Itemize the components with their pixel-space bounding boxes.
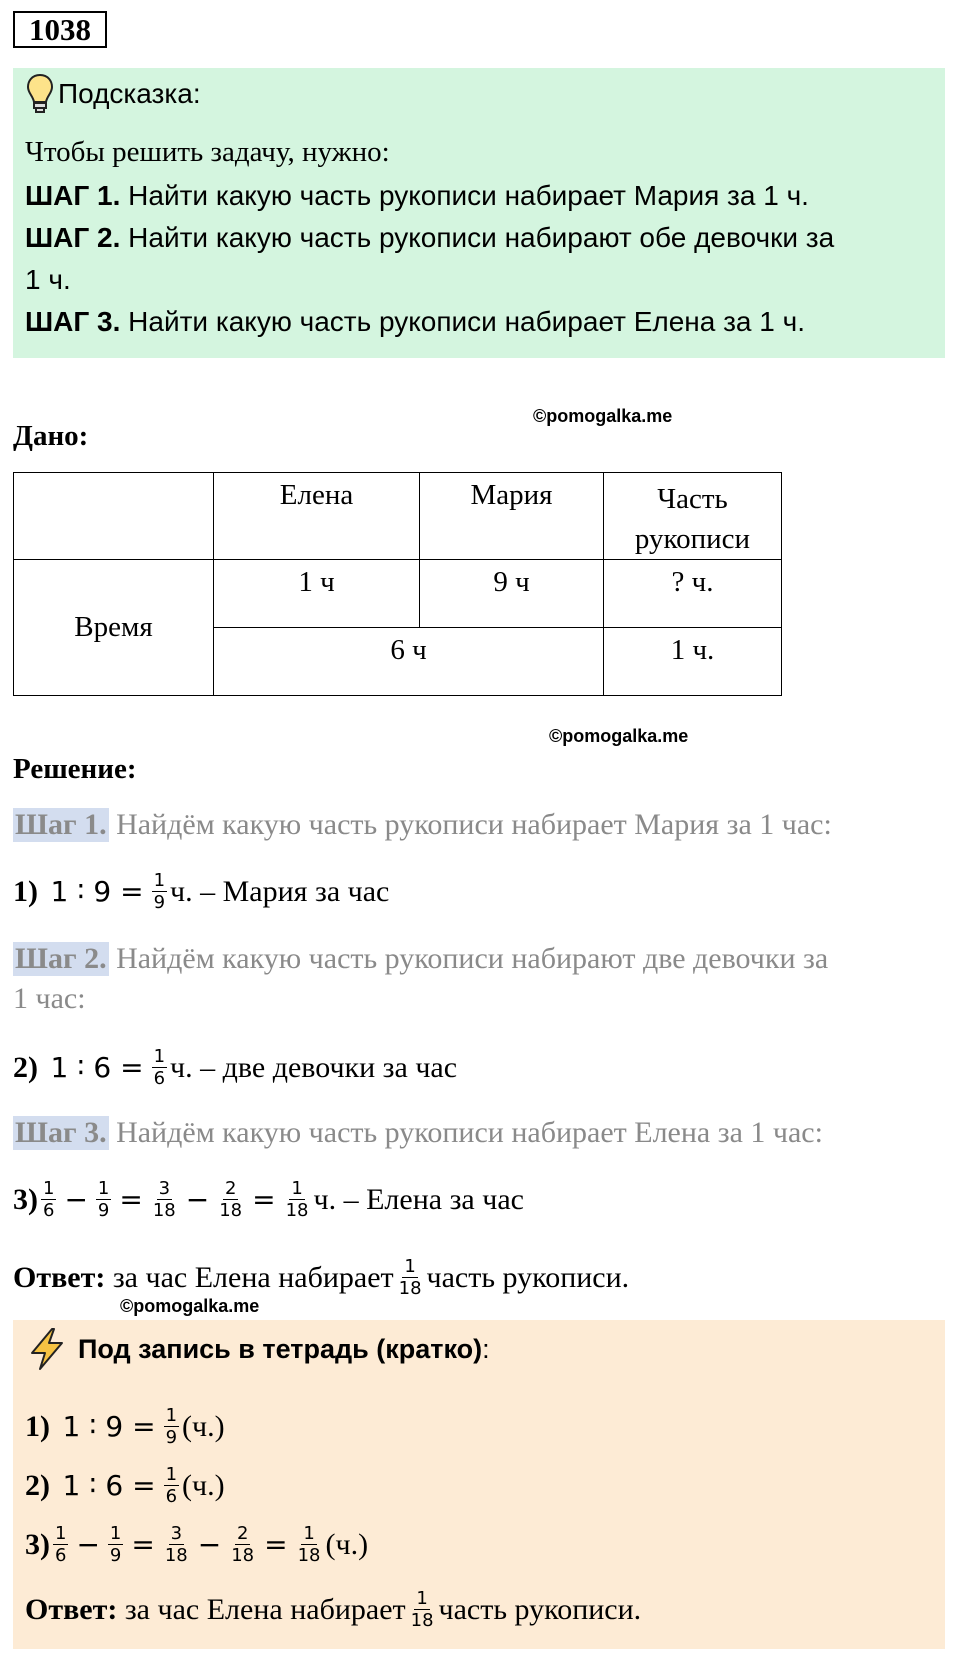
notebook-line-1: 1) 1 ∶ 9 = $\frac{1}{9}$ (ч.) (25, 1405, 225, 1448)
header-elena: Елена (214, 473, 420, 560)
cell-part-2: 1 ч. (604, 628, 782, 696)
header-part (604, 473, 782, 560)
fraction: $\frac{3}{18}$ (152, 1178, 176, 1221)
hint-intro: Чтобы решить задачу, нужно: (25, 136, 390, 168)
fraction: $\frac{1}{6}$ (55, 1523, 67, 1566)
calc-1: 1) 1 ∶ 9 = $\frac{1}{9}$ ч. – Мария за час (13, 870, 390, 913)
watermark: ©pomogalka.me (120, 1296, 260, 1316)
table-corner (14, 473, 214, 560)
fraction: $\frac{1}{9}$ (165, 1405, 178, 1448)
fraction: $\frac{2}{18}$ (219, 1178, 243, 1221)
row-label-time: Время (14, 560, 214, 696)
fraction: $\frac{1}{9}$ (109, 1523, 122, 1566)
hint-step-2-cont: 1 ч. (25, 264, 71, 295)
watermark: ©pomogalka.me (549, 726, 689, 746)
problem-number: 1038 (13, 11, 107, 48)
cell-together-time: 6 ч (214, 628, 604, 696)
notebook-line-3: 3) $\frac{1}{6}$ − $\frac{1}{9}$ = $\frac{3}{18}$ − $\frac{2}{18}$ = $\frac{1}{18}$ (ч.) (25, 1523, 369, 1566)
step-2-cont: 1 час: (13, 982, 86, 1015)
fraction: $\frac{1}{6}$ (165, 1464, 178, 1507)
header-part-line2: рукописи (634, 523, 751, 555)
calc-2: 2) 1 ∶ 6 = $\frac{1}{6}$ ч. – две девочки за час (13, 1046, 458, 1089)
step-1-text: Шаг 1. Найдём какую часть рукописи набирает Мария за 1 час: (15, 808, 832, 841)
hint-step-1 (25, 174, 809, 218)
step-label: Шаг 3. (15, 1116, 107, 1149)
step-3-text: Шаг 3. Найдём какую часть рукописи набирает Елена за 1 час: (15, 1116, 823, 1149)
notebook-title: Под запись в тетрадь (кратко): (78, 1334, 490, 1364)
header-maria: Мария (420, 473, 604, 560)
fraction: $\frac{2}{18}$ (231, 1523, 255, 1566)
notebook-answer: Ответ: за час Елена набирает $\frac{1}{18}$ часть рукописи. (25, 1588, 642, 1631)
fraction: $\frac{3}{18}$ (164, 1523, 188, 1566)
fraction: $\frac{1}{18}$ (410, 1588, 434, 1631)
hint-title: Подсказка: (58, 78, 201, 109)
hint-step-2 (25, 216, 834, 260)
given-table (13, 472, 782, 696)
answer: Ответ: за час Елена набирает $\frac{1}{18}$ часть рукописи. (13, 1256, 630, 1299)
step-label: Шаг 2. (15, 942, 107, 975)
fraction: $\frac{1}{18}$ (285, 1178, 309, 1221)
cell-part-1: ? ч. (604, 560, 782, 628)
step-label: Шаг 1. (15, 808, 107, 841)
cell-elena-time: 1 ч (214, 560, 420, 628)
watermark: ©pomogalka.me (533, 406, 673, 426)
hint-step-text: Найти какую часть рукописи набирает Мария за 1 ч. (128, 180, 809, 211)
fraction: $\frac{1}{6}$ (153, 1046, 166, 1089)
cell-maria-time: 9 ч (420, 560, 604, 628)
fraction: $\frac{1}{18}$ (297, 1523, 321, 1566)
lightbulb-icon (26, 72, 54, 116)
calc-3: 3) $\frac{1}{6}$ − $\frac{1}{9}$ = $\frac{3}{18}$ − $\frac{2}{18}$ = $\frac{1}{18}$ ч. – Елена за час (13, 1178, 524, 1221)
hint-step-label: ШАГ 2. (25, 222, 121, 253)
hint-step-text: Найти какую часть рукописи набирают обе девочки за (128, 222, 835, 253)
hint-step-text: Найти какую часть рукописи набирает Елена за 1 ч. (128, 306, 805, 337)
given-heading: Дано: (13, 420, 89, 452)
fraction: $\frac{1}{9}$ (153, 870, 166, 913)
header-part-line1: Часть (657, 483, 728, 515)
fraction: $\frac{1}{9}$ (97, 1178, 110, 1221)
hint-step-3 (25, 300, 805, 344)
fraction: $\frac{1}{6}$ (43, 1178, 55, 1221)
solution-heading: Решение: (13, 753, 137, 785)
hint-step-label: ШАГ 3. (25, 306, 121, 337)
step-2-text: Шаг 2. Найдём какую часть рукописи набирают две девочки за (15, 942, 829, 975)
fraction: $\frac{1}{18}$ (398, 1256, 422, 1299)
lightning-icon (26, 1327, 68, 1371)
notebook-line-2: 2) 1 ∶ 6 = $\frac{1}{6}$ (ч.) (25, 1464, 225, 1507)
hint-step-label: ШАГ 1. (25, 180, 121, 211)
